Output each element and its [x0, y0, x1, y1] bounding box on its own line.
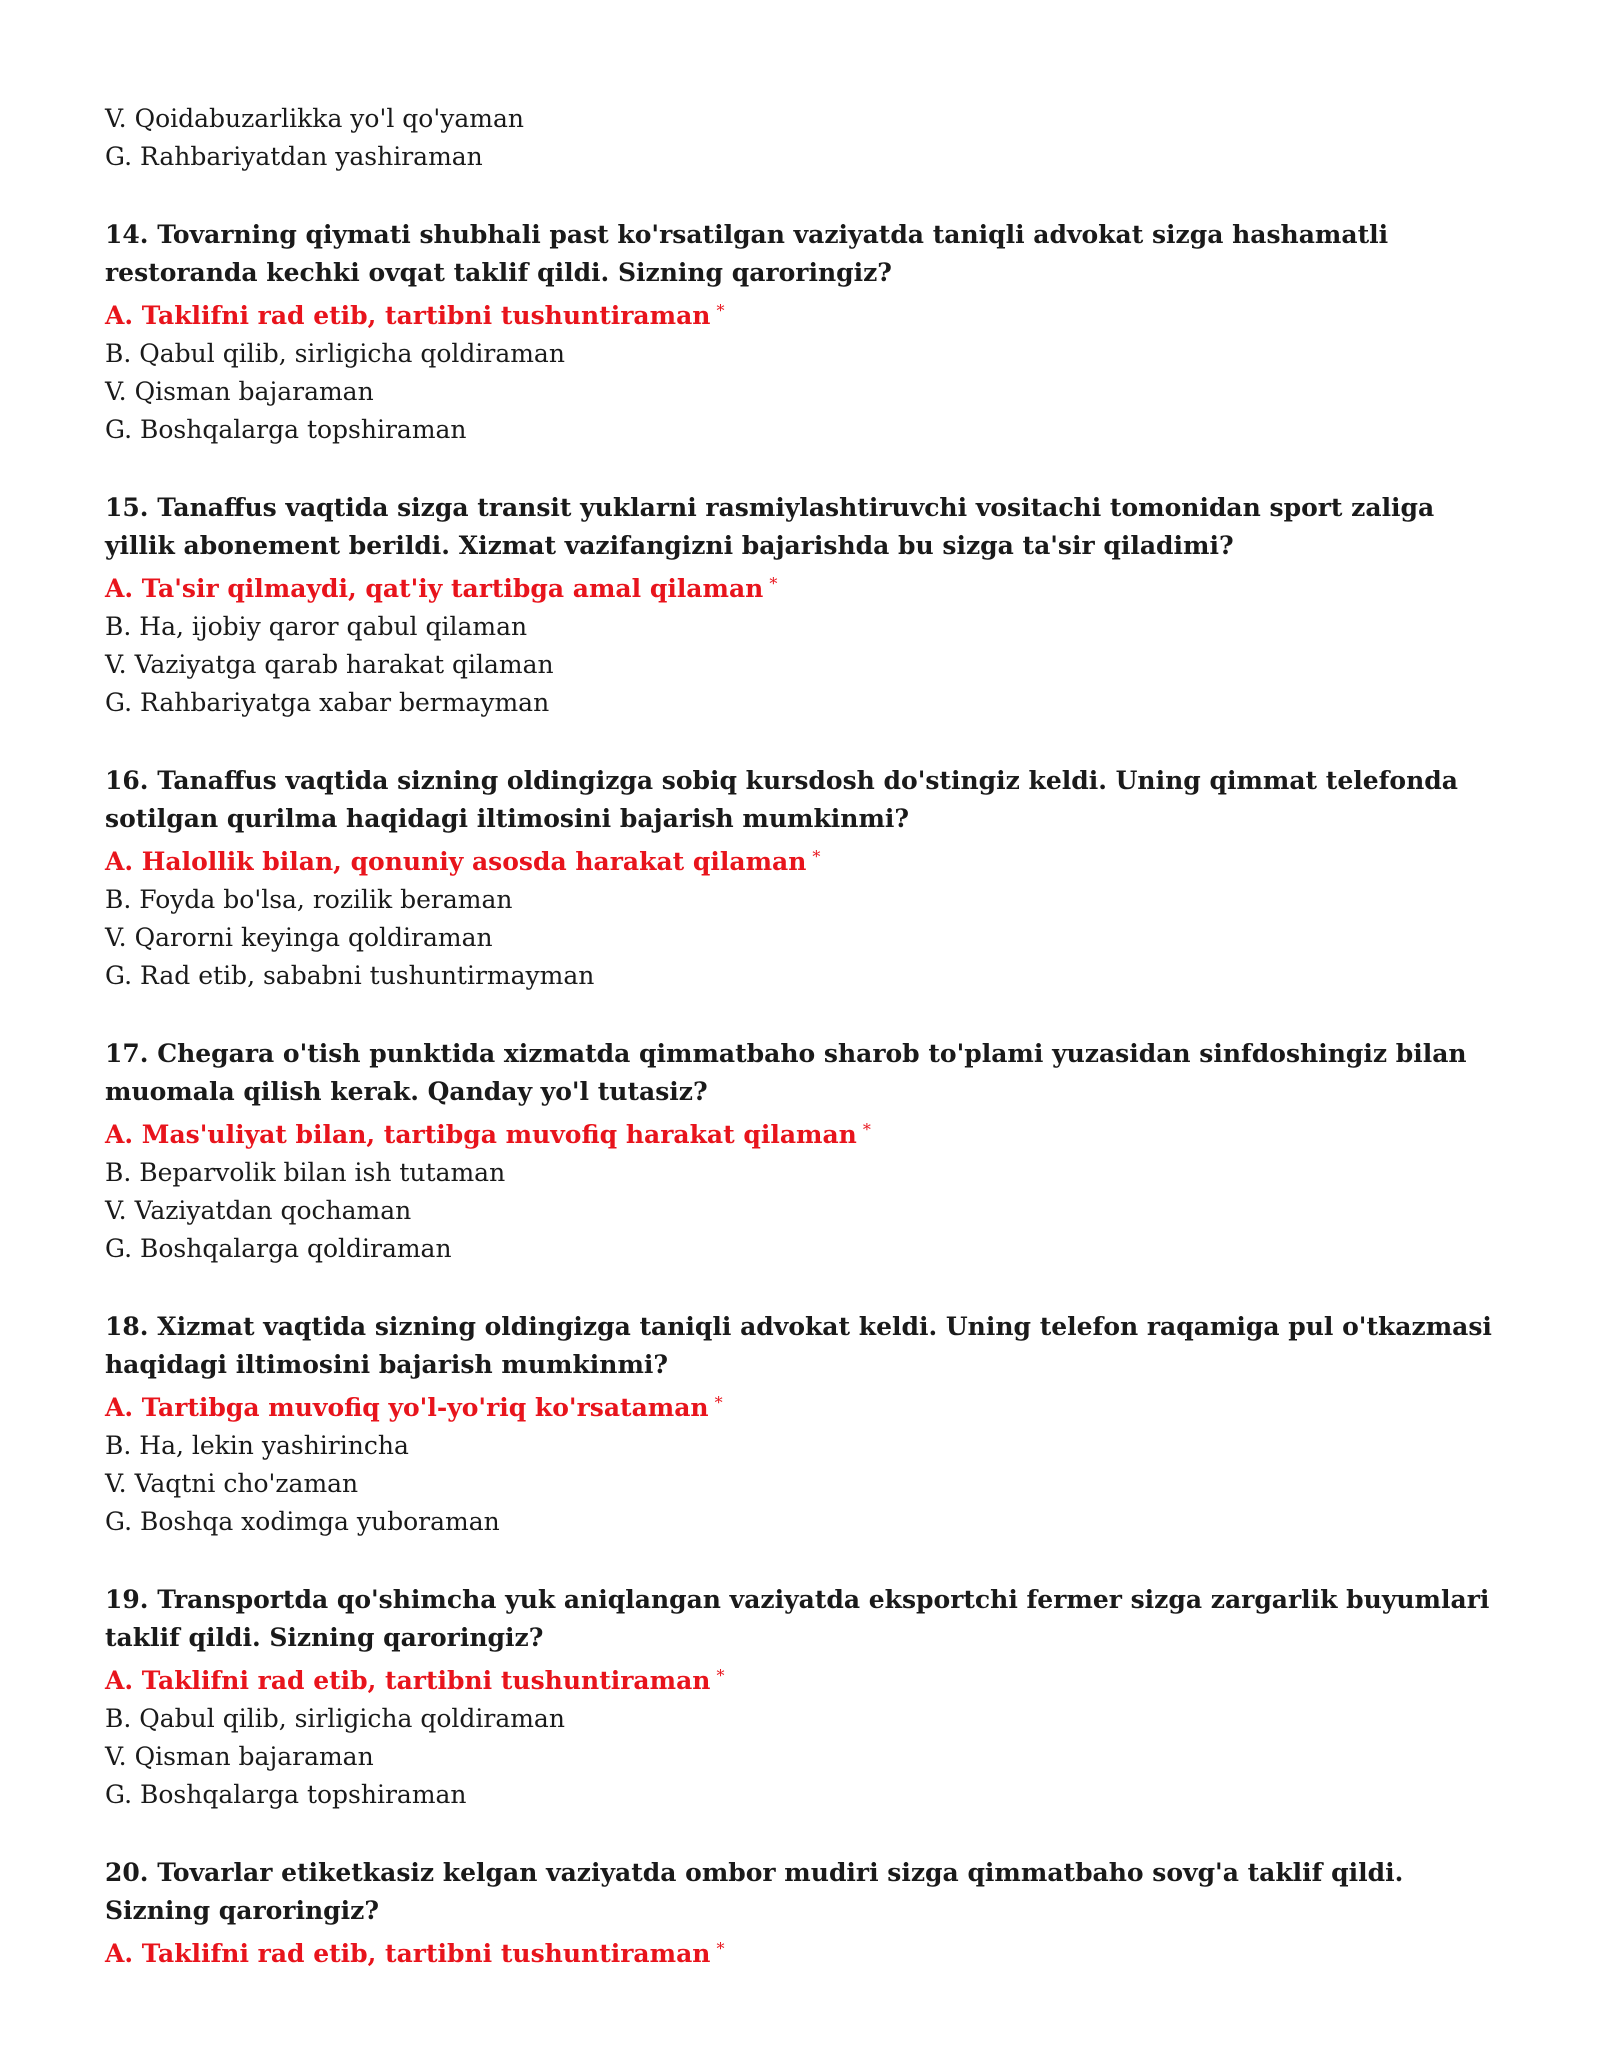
correct-answer: [105, 1930, 1505, 1973]
correct-answer-text: A. Mas'uliyat bilan, tartibga muvofiq harakat qilaman: [105, 1120, 857, 1149]
correct-answer-text: A. Ta'sir qilmaydi, qat'iy tartibga amal qilaman: [105, 574, 764, 603]
question-text: 16. Tanaffus vaqtida sizning oldingizga sobiq kursdosh do'stingiz keldi. Uning qimmat telefonda sotilgan qurilma haqidagi iltimosini bajarish mumkinmi?: [105, 766, 1458, 833]
correct-answer: [105, 1657, 1505, 1700]
answer-option: G. Boshqalarga topshiraman: [105, 415, 467, 444]
correct-answer: [105, 1384, 1505, 1427]
question-text: 20. Tovarlar etiketkasiz kelgan vaziyatda ombor mudiri sizga qimmatbaho sovg'a taklif qildi. Sizning qaroringiz?: [105, 1858, 1404, 1925]
answer-option: V. Qisman bajaraman: [105, 377, 374, 406]
question-block: [105, 1854, 1505, 1973]
question-text: 15. Tanaffus vaqtida sizga transit yuklarni rasmiylashtiruvchi vositachi tomonidan sport zaliga yillik abonement berildi. Xizmat vazifangizni bajarishda bu sizga ta'sir qiladimi?: [105, 493, 1435, 560]
question-list: [105, 216, 1505, 1973]
question-text: 17. Chegara o'tish punktida xizmatda qimmatbaho sharob to'plami yuzasidan sinfdoshingiz bilan muomala qilish kerak. Qanday yo'l tutasiz?: [105, 1039, 1467, 1106]
option-g: G. Rahbariyatdan yashiraman: [105, 142, 483, 171]
correct-marker-icon: *: [716, 1939, 725, 1958]
correct-answer-text: A. Taklifni rad etib, tartibni tushuntiraman: [105, 1666, 711, 1695]
correct-answer-text: A. Taklifni rad etib, tartibni tushuntiraman: [105, 301, 711, 330]
answer-option: B. Beparvolik bilan ish tutaman: [105, 1158, 506, 1187]
option-v: V. Qoidabuzarlikka yo'l qo'yaman: [105, 104, 524, 133]
answer-option: B. Ha, lekin yashirincha: [105, 1431, 409, 1460]
answer-option: V. Qarorni keyinga qoldiraman: [105, 923, 493, 952]
answer-option: G. Rahbariyatga xabar bermayman: [105, 688, 550, 717]
question-block: [105, 762, 1505, 995]
correct-marker-icon: *: [862, 1120, 871, 1139]
correct-marker-icon: *: [812, 847, 821, 866]
answer-option: V. Qisman bajaraman: [105, 1742, 374, 1771]
correct-answer-text: A. Taklifni rad etib, tartibni tushuntiraman: [105, 1939, 711, 1968]
question-block: [105, 489, 1505, 722]
correct-answer: [105, 292, 1505, 335]
answer-option: G. Boshqalarga qoldiraman: [105, 1234, 452, 1263]
answer-option: B. Qabul qilib, sirligicha qoldiraman: [105, 1704, 565, 1733]
correct-answer-text: A. Halollik bilan, qonuniy asosda harakat qilaman: [105, 847, 807, 876]
correct-marker-icon: *: [716, 301, 725, 320]
answer-option: V. Vaziyatdan qochaman: [105, 1196, 412, 1225]
correct-marker-icon: *: [716, 1666, 725, 1685]
correct-answer-text: A. Tartibga muvofiq yo'l-yo'riq ko'rsataman: [105, 1393, 709, 1422]
answer-option: V. Vaziyatga qarab harakat qilaman: [105, 650, 554, 679]
answer-option: G. Boshqa xodimga yuboraman: [105, 1507, 500, 1536]
correct-answer: [105, 1111, 1505, 1154]
question-block: [105, 1581, 1505, 1814]
correct-answer: [105, 565, 1505, 608]
question-text: 14. Tovarning qiymati shubhali past ko'rsatilgan vaziyatda taniqli advokat sizga hashamatli restoranda kechki ovqat taklif qildi. Sizning qaroringiz?: [105, 220, 1389, 287]
answer-option: V. Vaqtni cho'zaman: [105, 1469, 359, 1498]
correct-marker-icon: *: [769, 574, 778, 593]
question-block: [105, 1035, 1505, 1268]
question-block: [105, 1308, 1505, 1541]
answer-option: B. Foyda bo'lsa, rozilik beraman: [105, 885, 513, 914]
top-options: [105, 100, 1505, 176]
answer-option: B. Qabul qilib, sirligicha qoldiraman: [105, 339, 565, 368]
question-block: [105, 216, 1505, 449]
answer-option: B. Ha, ijobiy qaror qabul qilaman: [105, 612, 528, 641]
correct-marker-icon: *: [714, 1393, 723, 1412]
question-text: 19. Transportda qo'shimcha yuk aniqlangan vaziyatda eksportchi fermer sizga zargarlik buyumlari taklif qildi. Sizning qaroringiz?: [105, 1585, 1490, 1652]
correct-answer: [105, 838, 1505, 881]
answer-option: G. Boshqalarga topshiraman: [105, 1780, 467, 1809]
question-text: 18. Xizmat vaqtida sizning oldingizga taniqli advokat keldi. Uning telefon raqamiga pul o'tkazmasi haqidagi iltimosini bajarish mumkinmi?: [105, 1312, 1492, 1379]
test-page: [105, 100, 1505, 1973]
answer-option: G. Rad etib, sababni tushuntirmayman: [105, 961, 595, 990]
